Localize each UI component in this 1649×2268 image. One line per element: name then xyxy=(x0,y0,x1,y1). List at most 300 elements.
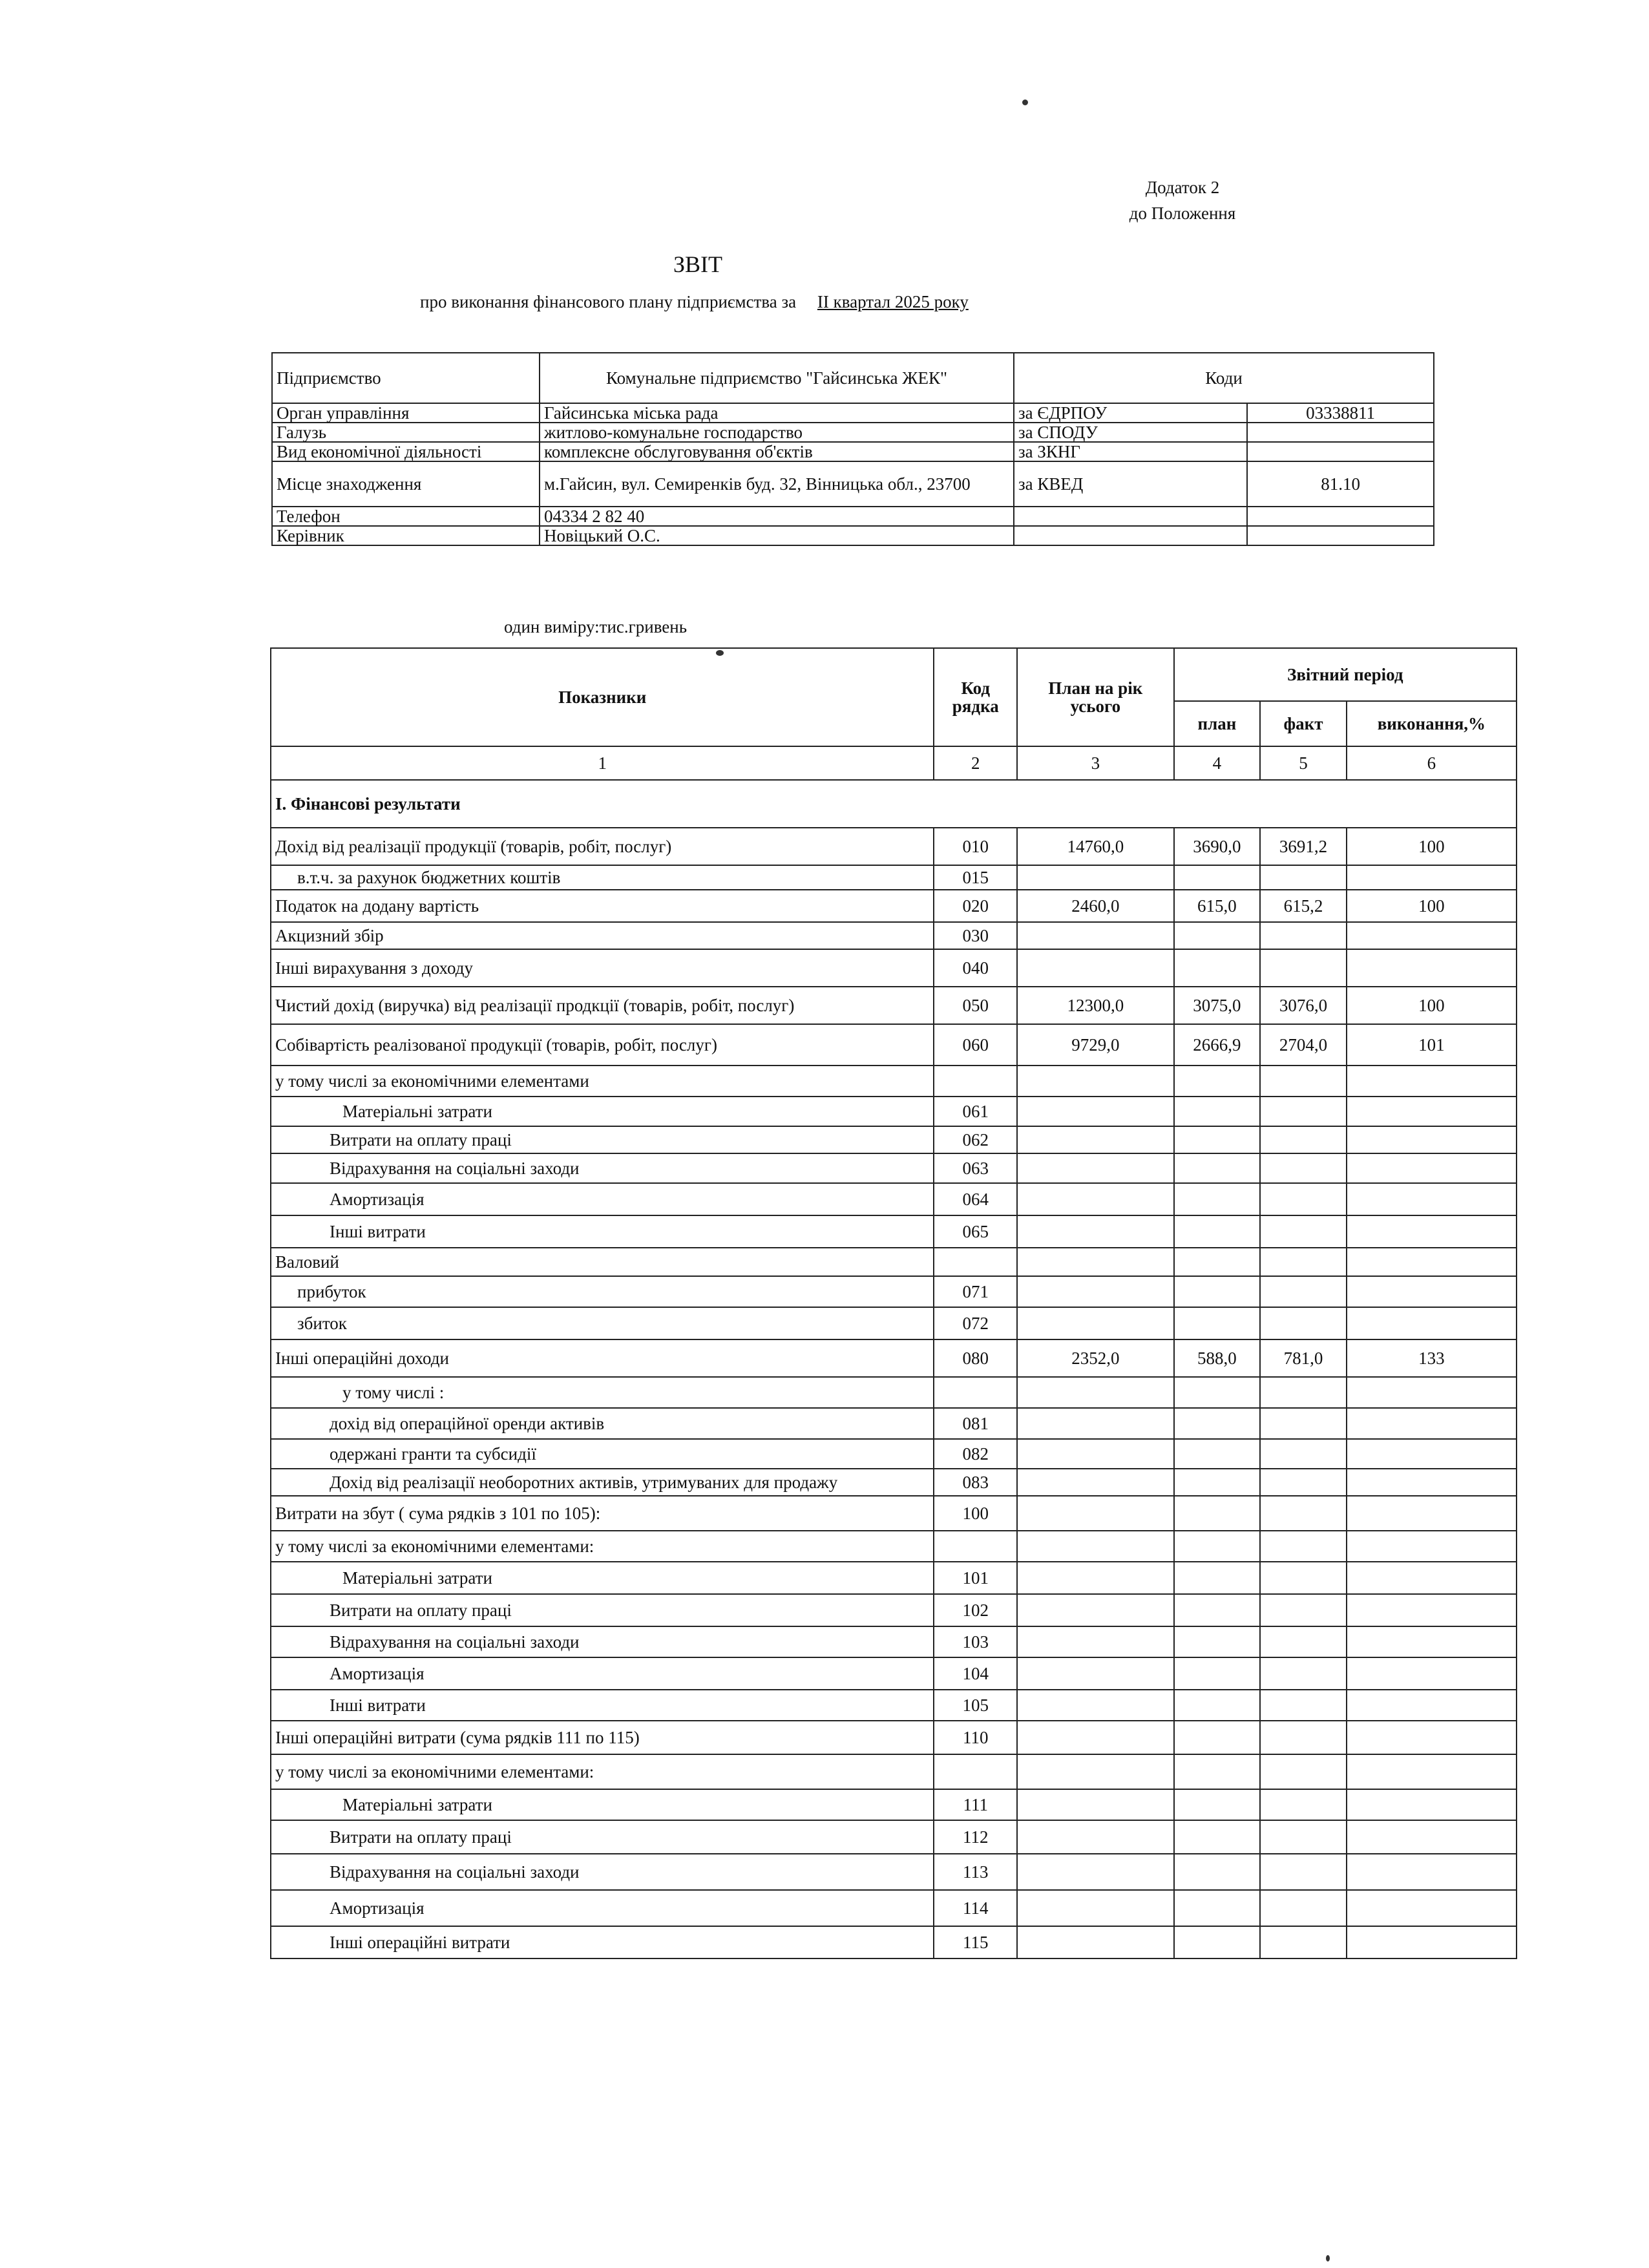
row-plan-year xyxy=(1017,1721,1174,1754)
row-plan-year xyxy=(1017,1215,1174,1248)
header-plan: план xyxy=(1174,701,1261,746)
row-plan xyxy=(1174,1754,1261,1789)
row-name: Матеріальні затрати xyxy=(271,1097,934,1126)
row-execution xyxy=(1347,1097,1517,1126)
row-execution xyxy=(1347,1377,1517,1408)
row-plan xyxy=(1174,1854,1261,1890)
table-row xyxy=(271,987,1517,1024)
row-execution: 100 xyxy=(1347,890,1517,922)
row-name: в.т.ч. за рахунок бюджетних коштів xyxy=(271,865,934,890)
row-code: 064 xyxy=(934,1183,1017,1215)
row-execution xyxy=(1347,1531,1517,1562)
info-label: Керівник xyxy=(272,526,540,545)
row-fact xyxy=(1260,1496,1347,1531)
row-execution: 100 xyxy=(1347,828,1517,865)
row-name: Витрати на оплату праці xyxy=(271,1126,934,1153)
addendum xyxy=(1098,174,1266,226)
row-code: 114 xyxy=(934,1890,1017,1926)
addendum-line2: до Положення xyxy=(1129,204,1236,223)
table-row xyxy=(271,1626,1517,1657)
row-plan-year xyxy=(1017,1754,1174,1789)
section-title: І. Фінансові результати xyxy=(271,780,1517,828)
row-name: Відрахування на соціальні заходи xyxy=(271,1854,934,1890)
table-row xyxy=(271,1754,1517,1789)
row-plan-year xyxy=(1017,1657,1174,1690)
table-row xyxy=(271,1183,1517,1215)
row-code xyxy=(934,1377,1017,1408)
row-plan-year: 12300,0 xyxy=(1017,987,1174,1024)
row-code: 102 xyxy=(934,1594,1017,1626)
row-plan-year xyxy=(1017,1926,1174,1958)
row-name: у тому числі : xyxy=(271,1377,934,1408)
row-code: 072 xyxy=(934,1307,1017,1339)
row-plan-year xyxy=(1017,1690,1174,1721)
row-plan-year xyxy=(1017,1439,1174,1469)
row-plan xyxy=(1174,1248,1261,1276)
row-plan-year xyxy=(1017,1183,1174,1215)
row-plan xyxy=(1174,949,1261,987)
row-name: Відрахування на соціальні заходи xyxy=(271,1626,934,1657)
row-plan-year xyxy=(1017,1377,1174,1408)
row-plan-year xyxy=(1017,865,1174,890)
row-fact xyxy=(1260,1531,1347,1562)
row-plan xyxy=(1174,1377,1261,1408)
table-row xyxy=(271,1276,1517,1307)
row-code: 015 xyxy=(934,865,1017,890)
row-name: Дохід від реалізації необоротних активів, утримуваних для продажу xyxy=(271,1469,934,1496)
row-name: Інші операційні доходи xyxy=(271,1339,934,1377)
code-value xyxy=(1247,423,1434,442)
col-number: 5 xyxy=(1260,746,1347,780)
row-plan-year xyxy=(1017,1469,1174,1496)
row-execution xyxy=(1347,1721,1517,1754)
code-label: за ЄДРПОУ xyxy=(1014,403,1247,423)
info-value: 04334 2 82 40 xyxy=(540,507,1014,526)
row-fact xyxy=(1260,1926,1347,1958)
row-code: 063 xyxy=(934,1153,1017,1183)
info-value: м.Гайсин, вул. Семиренків буд. 32, Вінницька обл., 23700 xyxy=(540,461,1014,507)
row-plan xyxy=(1174,922,1261,949)
row-code: 040 xyxy=(934,949,1017,987)
row-execution xyxy=(1347,1789,1517,1820)
row-code: 112 xyxy=(934,1820,1017,1854)
row-code: 113 xyxy=(934,1854,1017,1890)
row-fact xyxy=(1260,1721,1347,1754)
info-row xyxy=(272,403,1434,423)
table-row xyxy=(271,1657,1517,1690)
row-fact xyxy=(1260,1408,1347,1439)
header-fact: факт xyxy=(1260,701,1347,746)
row-plan-year xyxy=(1017,1890,1174,1926)
row-name: Відрахування на соціальні заходи xyxy=(271,1153,934,1183)
row-fact xyxy=(1260,1626,1347,1657)
row-code: 010 xyxy=(934,828,1017,865)
row-plan xyxy=(1174,1926,1261,1958)
row-name: Чистий дохід (виручка) від реалізації продкції (товарів, робіт, послуг) xyxy=(271,987,934,1024)
row-plan xyxy=(1174,1890,1261,1926)
row-code: 110 xyxy=(934,1721,1017,1754)
row-name: Витрати на оплату праці xyxy=(271,1594,934,1626)
row-plan-year xyxy=(1017,1594,1174,1626)
row-fact xyxy=(1260,1789,1347,1820)
row-fact xyxy=(1260,1562,1347,1594)
row-execution: 133 xyxy=(1347,1339,1517,1377)
row-plan: 2666,9 xyxy=(1174,1024,1261,1066)
row-plan: 588,0 xyxy=(1174,1339,1261,1377)
code-value: 81.10 xyxy=(1247,461,1434,507)
row-execution xyxy=(1347,1657,1517,1690)
header-code: Код рядка xyxy=(934,648,1017,746)
info-label: Галузь xyxy=(272,423,540,442)
col-number: 1 xyxy=(271,746,934,780)
row-code: 061 xyxy=(934,1097,1017,1126)
row-plan-year xyxy=(1017,1626,1174,1657)
row-plan-year: 2352,0 xyxy=(1017,1339,1174,1377)
addendum-line1: Додаток 2 xyxy=(1145,178,1220,197)
row-fact xyxy=(1260,1183,1347,1215)
code-value xyxy=(1247,507,1434,526)
row-name: Інші операційні витрати (сума рядків 111 по 115) xyxy=(271,1721,934,1754)
row-plan-year xyxy=(1017,1854,1174,1890)
row-plan xyxy=(1174,1439,1261,1469)
table-row xyxy=(271,1339,1517,1377)
row-code: 030 xyxy=(934,922,1017,949)
row-plan-year xyxy=(1017,1307,1174,1339)
row-name: Дохід від реалізації продукції (товарів, робіт, послуг) xyxy=(271,828,934,865)
report-period: II квартал 2025 року xyxy=(817,292,969,311)
header-indicators: Показники xyxy=(271,648,934,746)
row-name: Інші витрати xyxy=(271,1215,934,1248)
row-plan-year: 2460,0 xyxy=(1017,890,1174,922)
row-plan-year xyxy=(1017,1531,1174,1562)
row-execution xyxy=(1347,1890,1517,1926)
enterprise-label: Підприємство xyxy=(272,353,540,403)
row-name: Інші витрати xyxy=(271,1690,934,1721)
table-row xyxy=(271,1439,1517,1469)
row-name: Інші вирахування з доходу xyxy=(271,949,934,987)
code-label: за ЗКНГ xyxy=(1014,442,1247,461)
column-numbers-row xyxy=(271,746,1517,780)
row-fact xyxy=(1260,1066,1347,1097)
table-row xyxy=(271,949,1517,987)
table-row xyxy=(271,1307,1517,1339)
row-fact xyxy=(1260,1276,1347,1307)
row-execution xyxy=(1347,1754,1517,1789)
row-plan xyxy=(1174,1276,1261,1307)
row-name: Валовий xyxy=(271,1248,934,1276)
code-value xyxy=(1247,442,1434,461)
table-row xyxy=(271,828,1517,865)
table-row xyxy=(271,1926,1517,1958)
table-row xyxy=(271,1789,1517,1820)
table-row xyxy=(271,1469,1517,1496)
info-row xyxy=(272,507,1434,526)
row-name: Амортизація xyxy=(271,1890,934,1926)
row-plan-year xyxy=(1017,1153,1174,1183)
col-number: 3 xyxy=(1017,746,1174,780)
row-plan: 3075,0 xyxy=(1174,987,1261,1024)
table-row xyxy=(271,1562,1517,1594)
row-plan xyxy=(1174,1408,1261,1439)
row-code: 080 xyxy=(934,1339,1017,1377)
row-plan-year xyxy=(1017,1126,1174,1153)
row-execution xyxy=(1347,1248,1517,1276)
row-execution xyxy=(1347,1066,1517,1097)
row-name: Матеріальні затрати xyxy=(271,1789,934,1820)
table-row xyxy=(271,1890,1517,1926)
table-row xyxy=(271,1126,1517,1153)
row-plan: 615,0 xyxy=(1174,890,1261,922)
row-plan xyxy=(1174,1789,1261,1820)
header-execution: виконання,% xyxy=(1347,701,1517,746)
row-fact xyxy=(1260,1439,1347,1469)
row-plan-year xyxy=(1017,922,1174,949)
row-name: одержані гранти та субсидії xyxy=(271,1439,934,1469)
row-fact xyxy=(1260,1820,1347,1854)
row-code xyxy=(934,1754,1017,1789)
row-fact xyxy=(1260,1690,1347,1721)
row-plan xyxy=(1174,1126,1261,1153)
row-fact xyxy=(1260,865,1347,890)
row-plan xyxy=(1174,1097,1261,1126)
row-plan-year xyxy=(1017,1276,1174,1307)
info-label: Орган управління xyxy=(272,403,540,423)
row-code: 103 xyxy=(934,1626,1017,1657)
code-label: за СПОДУ xyxy=(1014,423,1247,442)
enterprise-info-table xyxy=(271,352,1434,546)
row-plan-year xyxy=(1017,1066,1174,1097)
col-number: 6 xyxy=(1347,746,1517,780)
table-row xyxy=(271,922,1517,949)
row-code: 100 xyxy=(934,1496,1017,1531)
row-fact: 781,0 xyxy=(1260,1339,1347,1377)
scan-speck xyxy=(1326,2255,1330,2262)
table-row xyxy=(271,1248,1517,1276)
row-plan xyxy=(1174,1153,1261,1183)
row-fact xyxy=(1260,1097,1347,1126)
report-subtitle xyxy=(420,292,969,312)
row-code: 062 xyxy=(934,1126,1017,1153)
row-plan-year xyxy=(1017,1789,1174,1820)
info-label: Місце знаходження xyxy=(272,461,540,507)
row-execution xyxy=(1347,1690,1517,1721)
row-fact xyxy=(1260,1126,1347,1153)
section-row xyxy=(271,780,1517,828)
row-fact xyxy=(1260,949,1347,987)
row-code: 082 xyxy=(934,1439,1017,1469)
code-label: за КВЕД xyxy=(1014,461,1247,507)
row-plan xyxy=(1174,1721,1261,1754)
row-plan xyxy=(1174,1469,1261,1496)
info-row xyxy=(272,461,1434,507)
row-plan xyxy=(1174,1657,1261,1690)
row-execution xyxy=(1347,1926,1517,1958)
col-number: 4 xyxy=(1174,746,1261,780)
row-name: збиток xyxy=(271,1307,934,1339)
row-plan-year xyxy=(1017,1496,1174,1531)
table-row xyxy=(271,1531,1517,1562)
info-value: житлово-комунальне господарство xyxy=(540,423,1014,442)
row-name: прибуток xyxy=(271,1276,934,1307)
row-plan xyxy=(1174,1562,1261,1594)
info-rows xyxy=(272,403,1434,545)
row-plan-year: 14760,0 xyxy=(1017,828,1174,865)
table-row xyxy=(271,1408,1517,1439)
table-row xyxy=(271,865,1517,890)
row-fact xyxy=(1260,1469,1347,1496)
table-row xyxy=(271,1215,1517,1248)
table-row xyxy=(271,890,1517,922)
financial-table xyxy=(270,647,1517,1959)
row-code: 115 xyxy=(934,1926,1017,1958)
row-plan xyxy=(1174,1626,1261,1657)
row-fact xyxy=(1260,1153,1347,1183)
info-value: Новіцький О.С. xyxy=(540,526,1014,545)
info-value: Гайсинська міська рада xyxy=(540,403,1014,423)
row-plan: 3690,0 xyxy=(1174,828,1261,865)
table-row xyxy=(271,1594,1517,1626)
info-value: комплексне обслуговування об'єктів xyxy=(540,442,1014,461)
row-code: 105 xyxy=(934,1690,1017,1721)
row-name: Собівартість реалізованої продукції (товарів, робіт, послуг) xyxy=(271,1024,934,1066)
row-name: Матеріальні затрати xyxy=(271,1562,934,1594)
row-name: Амортизація xyxy=(271,1657,934,1690)
row-fact: 615,2 xyxy=(1260,890,1347,922)
row-code: 081 xyxy=(934,1408,1017,1439)
scan-speck xyxy=(716,650,724,656)
row-code: 050 xyxy=(934,987,1017,1024)
row-execution xyxy=(1347,1153,1517,1183)
row-fact xyxy=(1260,1307,1347,1339)
row-fact xyxy=(1260,1890,1347,1926)
row-execution xyxy=(1347,922,1517,949)
row-fact xyxy=(1260,1854,1347,1890)
header-plan-year: План на рік усього xyxy=(1017,648,1174,746)
row-execution xyxy=(1347,1820,1517,1854)
row-plan xyxy=(1174,1183,1261,1215)
row-execution xyxy=(1347,1562,1517,1594)
row-code: 020 xyxy=(934,890,1017,922)
row-code: 083 xyxy=(934,1469,1017,1496)
row-name: Витрати на збут ( сума рядків з 101 по 105): xyxy=(271,1496,934,1531)
row-name: Витрати на оплату праці xyxy=(271,1820,934,1854)
row-plan xyxy=(1174,1307,1261,1339)
table-row xyxy=(271,1066,1517,1097)
row-plan-year: 9729,0 xyxy=(1017,1024,1174,1066)
report-title: ЗВІТ xyxy=(673,251,723,277)
row-plan xyxy=(1174,865,1261,890)
info-row xyxy=(272,526,1434,545)
row-code: 071 xyxy=(934,1276,1017,1307)
row-fact xyxy=(1260,1754,1347,1789)
scan-speck xyxy=(1022,100,1028,105)
row-code xyxy=(934,1066,1017,1097)
subtitle-text: про виконання фінансового плану підприємства за xyxy=(420,292,797,311)
row-execution xyxy=(1347,1439,1517,1469)
row-name: у тому числі за економічними елементами xyxy=(271,1066,934,1097)
row-execution xyxy=(1347,1626,1517,1657)
code-label xyxy=(1014,526,1247,545)
table-row xyxy=(271,1377,1517,1408)
row-execution xyxy=(1347,1215,1517,1248)
row-code: 111 xyxy=(934,1789,1017,1820)
financial-rows xyxy=(271,828,1517,1958)
row-fact xyxy=(1260,1215,1347,1248)
row-plan-year xyxy=(1017,1562,1174,1594)
unit-of-measure: один виміру:тис.гривень xyxy=(504,617,688,636)
row-plan-year xyxy=(1017,1248,1174,1276)
row-code xyxy=(934,1248,1017,1276)
row-execution: 101 xyxy=(1347,1024,1517,1066)
row-fact: 3076,0 xyxy=(1260,987,1347,1024)
row-plan xyxy=(1174,1066,1261,1097)
row-name: Інші операційні витрати xyxy=(271,1926,934,1958)
row-plan xyxy=(1174,1531,1261,1562)
row-plan-year xyxy=(1017,1408,1174,1439)
row-fact xyxy=(1260,1657,1347,1690)
col-number: 2 xyxy=(934,746,1017,780)
row-plan xyxy=(1174,1594,1261,1626)
row-execution xyxy=(1347,1183,1517,1215)
row-execution xyxy=(1347,865,1517,890)
code-label xyxy=(1014,507,1247,526)
row-execution xyxy=(1347,1408,1517,1439)
row-execution: 100 xyxy=(1347,987,1517,1024)
codes-header: Коди xyxy=(1014,353,1434,403)
row-execution xyxy=(1347,949,1517,987)
table-row xyxy=(271,1496,1517,1531)
row-name: Акцизний збір xyxy=(271,922,934,949)
row-name: дохід від операційної оренди активів xyxy=(271,1408,934,1439)
table-row xyxy=(271,1690,1517,1721)
code-value xyxy=(1247,526,1434,545)
table-row xyxy=(271,1097,1517,1126)
row-plan-year xyxy=(1017,1097,1174,1126)
row-execution xyxy=(1347,1276,1517,1307)
row-plan xyxy=(1174,1215,1261,1248)
row-execution xyxy=(1347,1126,1517,1153)
row-plan-year xyxy=(1017,1820,1174,1854)
row-fact xyxy=(1260,922,1347,949)
row-execution xyxy=(1347,1307,1517,1339)
row-execution xyxy=(1347,1854,1517,1890)
row-execution xyxy=(1347,1469,1517,1496)
row-code: 065 xyxy=(934,1215,1017,1248)
row-fact xyxy=(1260,1377,1347,1408)
row-fact xyxy=(1260,1594,1347,1626)
row-fact: 3691,2 xyxy=(1260,828,1347,865)
enterprise-value: Комунальне підприємство "Гайсинська ЖЕК" xyxy=(540,353,1014,403)
table-row xyxy=(271,1153,1517,1183)
row-code xyxy=(934,1531,1017,1562)
row-name: у тому числі за економічними елементами: xyxy=(271,1754,934,1789)
row-name: Податок на додану вартість xyxy=(271,890,934,922)
table-row xyxy=(271,1854,1517,1890)
row-name: у тому числі за економічними елементами: xyxy=(271,1531,934,1562)
table-row xyxy=(271,1024,1517,1066)
row-code: 060 xyxy=(934,1024,1017,1066)
code-value: 03338811 xyxy=(1247,403,1434,423)
table-row xyxy=(271,1820,1517,1854)
table-row xyxy=(271,1721,1517,1754)
row-code: 101 xyxy=(934,1562,1017,1594)
header-period: Звітний період xyxy=(1174,648,1517,701)
info-row xyxy=(272,423,1434,442)
row-code: 104 xyxy=(934,1657,1017,1690)
info-row xyxy=(272,442,1434,461)
info-label: Вид економічної діяльності xyxy=(272,442,540,461)
row-plan xyxy=(1174,1496,1261,1531)
